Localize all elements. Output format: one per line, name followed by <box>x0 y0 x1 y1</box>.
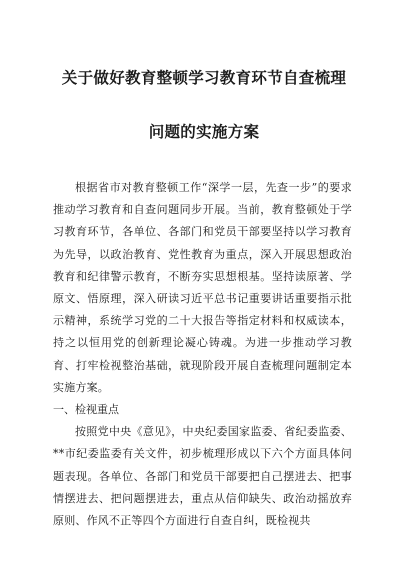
section-heading-1: 一、检视重点 <box>53 403 119 417</box>
document-title-line2: 问题的实施方案 <box>148 123 260 141</box>
document-body <box>53 177 352 532</box>
document-title-line1: 关于做好教育整顿学习教育环节自查梳理 <box>61 69 347 87</box>
body-paragraph-2: 按照党中央《意见》，中央纪委国家监委、省纪委监委、**市纪委监委有关文件，初步梳理形成以下六个方面具体问题表现。各单位、各部门和党员干部要把自己摆进去、把事情摆进去、把问题摆进去，重点从信仰缺失、政治动摇放弃原则、作风不正等四个方面进行自查自纠，既检视共 <box>53 425 352 528</box>
body-paragraph-1: 根据省市对教育整顿工作“深学一层，先查一步”的要求推动学习教育和自查问题同步开展。当前，教育整顿处于学习教育环节，各单位、各部门和党员干部要坚持以学习教育为先导，以政治教育、党性教育为重点，深入开展思想政治教育和纪律警示教育，不断夯实思想根基。坚持读原著、学原文、悟原理，深入研读习近平总书记重要讲话重要指示批示精神，系统学习党的二十大报告等指定材料和权威读本，持之以恒用党的创新理论凝心铸魂。为进一步推动学习教育、打牢检视整治基础，就现阶段开展自查梳理问题制定本实施方案。 <box>53 181 352 394</box>
